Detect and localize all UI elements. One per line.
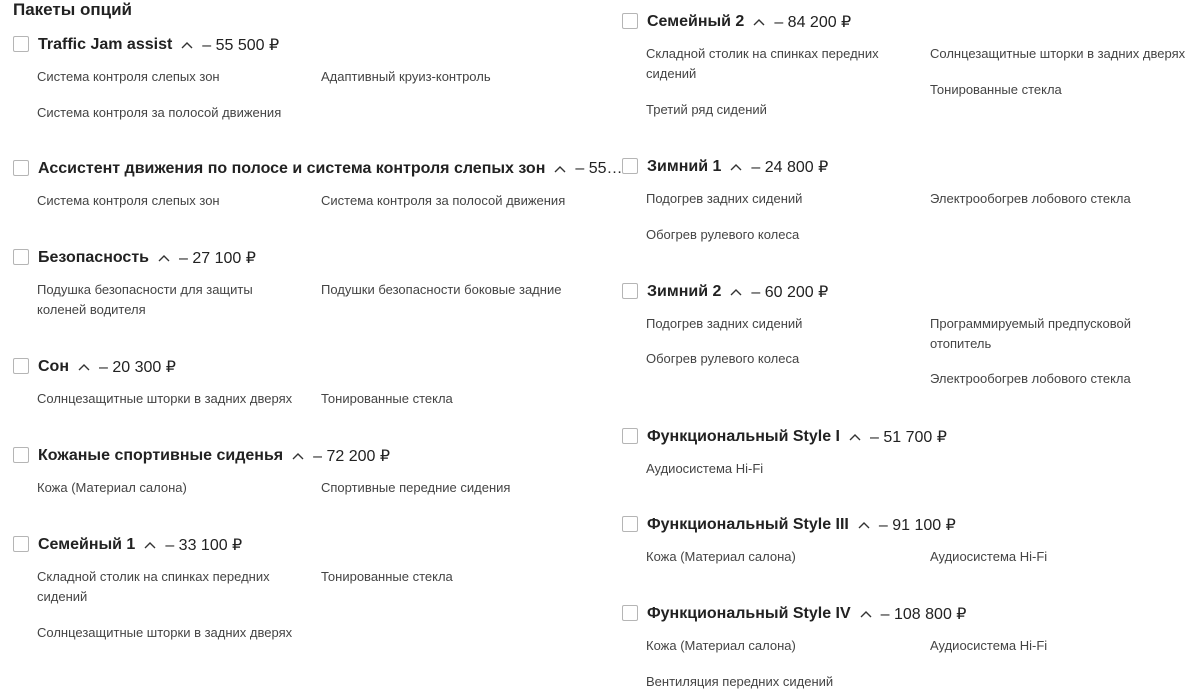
feature-item: Обогрев рулевого колеса [646,351,800,366]
feature-item: Аудиосистема Hi-Fi [646,461,764,476]
package-leather-sport-seats [13,445,603,505]
feature-item: Солнцезащитные шторки в задних дверях [37,625,293,640]
package-name[interactable]: Ассистент движения по полосе и система контроля слепых зон [38,160,546,177]
feature-item: Программируемый предпусковой отопитель [930,316,1131,351]
package-name[interactable]: Семейный 2 [647,13,745,30]
package-name[interactable]: Сон [38,358,69,375]
chevron-up-icon[interactable] [551,162,569,176]
chevron-up-icon[interactable] [141,538,159,552]
package-name[interactable]: Семейный 1 [38,536,136,553]
feature-item: Тонированные стекла [321,391,453,406]
feature-item: Кожа (Материал салона) [37,480,187,495]
package-checkbox[interactable] [622,605,638,621]
chevron-up-icon[interactable] [855,518,873,532]
feature-item: Тонированные стекла [321,569,453,584]
package-name[interactable]: Зимний 2 [647,283,722,300]
feature-item: Кожа (Материал салона) [646,638,796,653]
package-functional-style-3 [622,514,1197,574]
package-checkbox[interactable] [622,283,638,299]
feature-item: Складной столик на спинках передних сидений [646,46,879,81]
package-price: – 55 500 ₽ [202,37,280,54]
chevron-up-icon[interactable] [727,160,745,174]
package-price: – 33 100 ₽ [165,537,243,554]
package-checkbox[interactable] [622,516,638,532]
package-price: – 72 200 ₽ [313,448,391,465]
package-name[interactable]: Traffic Jam assist [38,36,173,53]
package-name[interactable]: Функциональный Style I [647,428,840,445]
package-price: – 24 800 ₽ [751,159,829,176]
package-checkbox[interactable] [622,13,638,29]
feature-item: Аудиосистема Hi-Fi [930,638,1048,653]
package-name[interactable]: Зимний 1 [647,158,722,175]
feature-item: Складной столик на спинках передних сидений [37,569,270,604]
package-checkbox[interactable] [13,358,29,374]
package-price: – 84 200 ₽ [774,14,852,31]
chevron-up-icon[interactable] [750,15,768,29]
package-name[interactable]: Кожаные спортивные сиденья [38,447,284,464]
feature-item: Система контроля слепых зон [37,193,220,208]
package-checkbox[interactable] [13,447,29,463]
feature-item: Система контроля за полосой движения [37,105,282,120]
package-name[interactable]: Функциональный Style IV [647,605,851,622]
feature-item: Адаптивный круиз-контроль [321,69,491,84]
package-price: – 91 100 ₽ [878,517,956,534]
package-checkbox[interactable] [13,536,29,552]
package-checkbox[interactable] [622,158,638,174]
package-family-2 [622,11,1197,131]
package-checkbox[interactable] [13,249,29,265]
package-traffic-jam-assist [13,34,603,144]
section-title: Пакеты опций [13,0,132,19]
feature-item: Система контроля за полосой движения [321,193,566,208]
package-price: – 27 100 ₽ [178,250,256,267]
chevron-up-icon[interactable] [727,285,745,299]
feature-item: Аудиосистема Hi-Fi [930,549,1048,564]
package-checkbox[interactable] [13,160,29,176]
feature-item: Кожа (Материал салона) [646,549,796,564]
chevron-up-icon[interactable] [155,251,173,265]
feature-item: Электрообогрев лобового стекла [930,191,1131,206]
feature-item: Обогрев рулевого колеса [646,227,800,242]
feature-item: Подогрев задних сидений [646,316,803,331]
package-name[interactable]: Функциональный Style III [647,516,849,533]
package-checkbox[interactable] [622,428,638,444]
feature-item: Солнцезащитные шторки в задних дверях [930,46,1186,61]
package-functional-style-4 [622,603,1197,699]
feature-item: Подушка безопасности для защиты коленей водителя [37,282,253,317]
feature-item: Подогрев задних сидений [646,191,803,206]
package-sleep [13,356,603,416]
chevron-up-icon[interactable] [289,449,307,463]
package-price: – 55… [575,160,623,177]
package-price: – 20 300 ₽ [99,359,176,376]
package-safety [13,247,603,327]
feature-item: Система контроля слепых зон [37,69,220,84]
feature-item: Подушки безопасности боковые задние [321,282,562,297]
package-winter-1 [622,156,1197,256]
chevron-up-icon[interactable] [846,430,864,444]
package-winter-2 [622,281,1197,401]
package-name[interactable]: Безопасность [38,249,149,266]
feature-item: Солнцезащитные шторки в задних дверях [37,391,293,406]
feature-item: Электрообогрев лобового стекла [930,371,1131,386]
package-price: – 60 200 ₽ [751,284,829,301]
package-price: – 51 700 ₽ [869,429,947,446]
package-family-1 [13,534,603,654]
package-functional-style-1 [622,426,1197,486]
chevron-up-icon[interactable] [857,607,875,621]
feature-item: Тонированные стекла [930,82,1062,97]
package-checkbox[interactable] [13,36,29,52]
chevron-up-icon[interactable] [178,38,196,52]
feature-item: Вентиляция передних сидений [646,674,834,689]
package-lane-assist-blind-spot [13,158,623,218]
feature-item: Третий ряд сидений [646,102,767,117]
chevron-up-icon[interactable] [75,360,93,374]
feature-item: Спортивные передние сидения [321,480,511,495]
package-price: – 108 800 ₽ [880,606,967,623]
